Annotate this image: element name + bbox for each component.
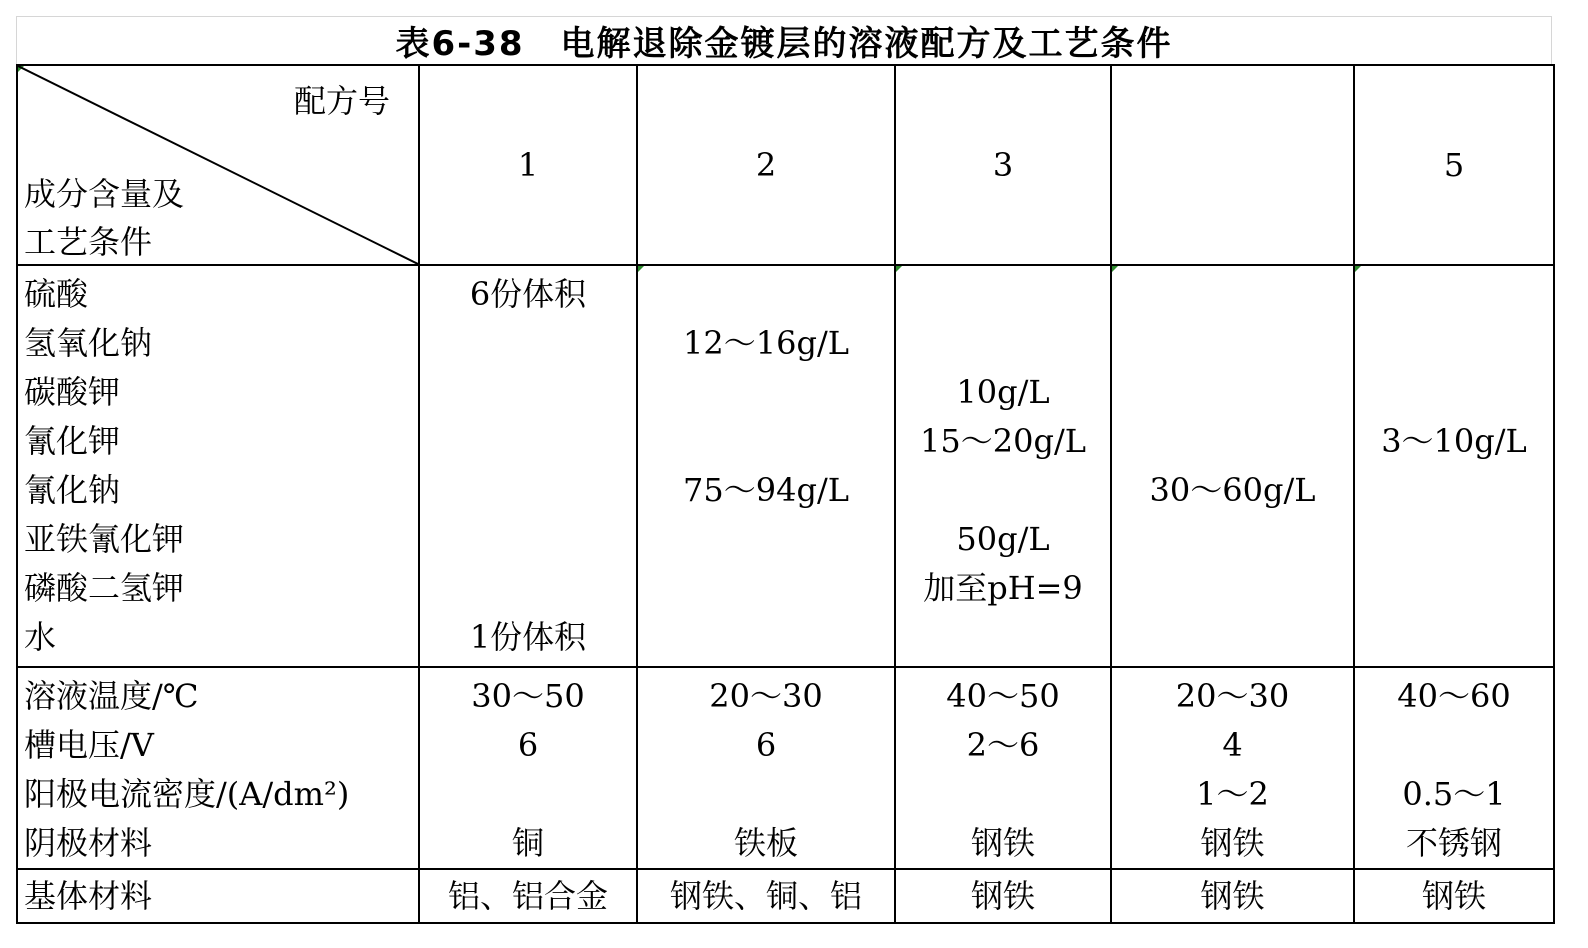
cell-marker-icon [1355,266,1361,272]
base-material-label: 基体材料 [17,869,419,923]
formula-table [16,64,1555,924]
corner-label-components: 成分含量及 工艺条件 [24,175,185,261]
formula-number-1: 1 [419,65,637,265]
process-values-1: 30～50 6 铜 [419,667,637,869]
formula-number-3: 3 [895,65,1111,265]
base-material-row [17,869,1554,923]
base-material-2: 钢铁、铜、铝 [637,869,895,923]
cell-marker-icon [1112,266,1118,272]
base-material-4: 钢铁 [1111,869,1354,923]
table-title: 表6-38 电解退除金镀层的溶液配方及工艺条件 [16,16,1552,64]
component-values-5: 3～10g/L [1354,265,1554,667]
corner-label-formula: 配方号 [293,82,390,120]
cell-marker-icon [638,266,644,272]
components-row [17,265,1554,667]
diagonal-header-cell [17,65,419,265]
component-values-2: 12～16g/L 75～94g/L [637,265,895,667]
process-labels: 溶液温度/℃ 槽电压/V 阳极电流密度/(A/dm²) 阴极材料 [17,667,419,869]
process-values-3: 40～50 2～6 钢铁 [895,667,1111,869]
base-material-1: 铝、铝合金 [419,869,637,923]
process-row [17,667,1554,869]
formula-number-5: 5 [1354,65,1554,265]
component-values-3: 10g/L 15～20g/L 50g/L 加至pH=9 [895,265,1111,667]
component-values-1: 6份体积 1份体积 [419,265,637,667]
process-values-2: 20～30 6 铁板 [637,667,895,869]
component-labels: 硫酸 氢氧化钠 碳酸钾 氰化钾 氰化钠 亚铁氰化钾 磷酸二氢钾 水 [17,265,419,667]
header-row [17,65,1554,265]
component-values-4: 30～60g/L [1111,265,1354,667]
cell-marker-icon [896,266,902,272]
process-values-4: 20～30 4 1～2 钢铁 [1111,667,1354,869]
base-material-5: 钢铁 [1354,869,1554,923]
base-material-3: 钢铁 [895,869,1111,923]
formula-number-4 [1111,65,1354,265]
process-values-5: 40～60 0.5～1 不锈钢 [1354,667,1554,869]
formula-number-2: 2 [637,65,895,265]
